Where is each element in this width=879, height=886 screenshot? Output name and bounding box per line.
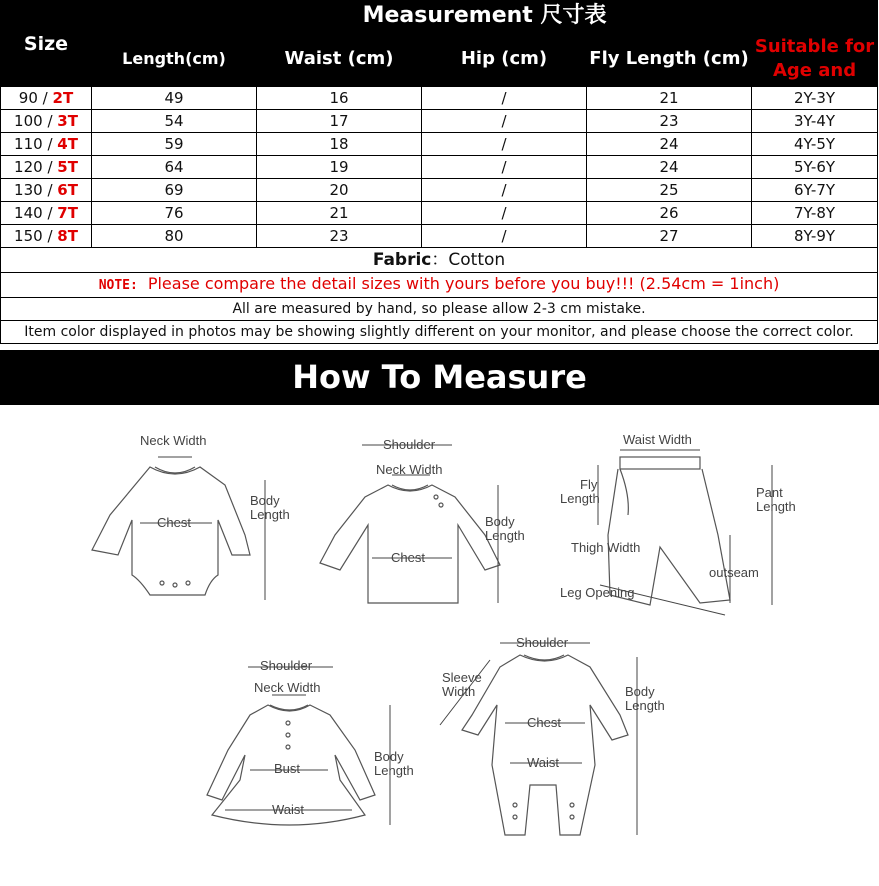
age-cell: 2Y-3Y: [752, 87, 878, 110]
age-cell: 8Y-9Y: [752, 225, 878, 248]
fabric-value: Cotton: [448, 250, 506, 270]
col-waist-header: Waist (cm): [257, 32, 422, 87]
table-row: [1, 110, 878, 133]
fly-cell: 27: [587, 225, 752, 248]
fabric-label: Fabric: [372, 250, 432, 270]
table-row: [1, 87, 878, 110]
size-cm: 150: [14, 227, 43, 245]
label-sleeve-1: Sleeve: [442, 670, 482, 685]
length-cell: 49: [92, 87, 257, 110]
table-row: [1, 179, 878, 202]
size-t: 4T: [57, 135, 78, 153]
age-cell: 6Y-7Y: [752, 179, 878, 202]
col-age-line1: Suitable for: [754, 36, 875, 57]
table-row: [1, 133, 878, 156]
hip-cell: /: [422, 225, 587, 248]
label-neck-width-3: Neck Width: [254, 680, 321, 695]
table-row: [1, 202, 878, 225]
romper-illustration: [462, 655, 628, 835]
waist-cell: 18: [257, 133, 422, 156]
measure-diagrams: [0, 405, 879, 886]
label-outseam: outseam: [709, 565, 759, 580]
size-cell: [1, 87, 92, 110]
column-header-row: [1, 32, 878, 87]
label-sleeve-2: Width: [442, 684, 476, 699]
label-leg-opening: Leg Opening: [560, 585, 635, 600]
fly-cell: 24: [587, 156, 752, 179]
fabric-sep: ：: [431, 250, 449, 270]
size-sep: /: [47, 181, 53, 199]
label-fly-2: Length: [560, 491, 600, 506]
fabric-cell: [1, 248, 878, 273]
length-cell: 80: [92, 225, 257, 248]
label-waist-2: Waist: [527, 755, 560, 770]
length-cell: 54: [92, 110, 257, 133]
size-cell: [1, 156, 92, 179]
size-cell: [1, 110, 92, 133]
shirt-illustration: [320, 485, 500, 603]
note-label: NOTE:: [98, 278, 138, 293]
fly-cell: 26: [587, 202, 752, 225]
label-shoulder-2: Shoulder: [260, 658, 313, 673]
fly-cell: 25: [587, 179, 752, 202]
waist-cell: 17: [257, 110, 422, 133]
label-body-length-7: Body: [625, 684, 655, 699]
label-pant-length-2: Length: [756, 499, 796, 514]
age-cell: 3Y-4Y: [752, 110, 878, 133]
label-body-length-8: Length: [625, 698, 665, 713]
hip-cell: /: [422, 202, 587, 225]
waist-cell: 20: [257, 179, 422, 202]
label-chest-3: Chest: [527, 715, 561, 730]
label-body-length-3: Body: [485, 514, 515, 529]
label-fly-1: Fly: [580, 477, 598, 492]
size-t: 8T: [57, 227, 78, 245]
waist-cell: 16: [257, 87, 422, 110]
waist-cell: 19: [257, 156, 422, 179]
size-cm: 130: [14, 181, 43, 199]
label-shoulder-3: Shoulder: [516, 635, 569, 650]
hip-cell: /: [422, 156, 587, 179]
size-cell: [1, 202, 92, 225]
size-sep: /: [47, 112, 53, 130]
fly-cell: 24: [587, 133, 752, 156]
hip-cell: /: [422, 179, 587, 202]
size-sep: /: [47, 135, 53, 153]
size-t: 6T: [57, 181, 78, 199]
note-text: Please compare the detail sizes with yours before you buy!!! (2.54cm = 1inch): [147, 274, 780, 293]
waist-cell: 21: [257, 202, 422, 225]
measure-lines: [140, 445, 772, 835]
size-t: 5T: [57, 158, 78, 176]
length-cell: 59: [92, 133, 257, 156]
label-body-length-2: Length: [250, 507, 290, 522]
measure-labels: [140, 432, 796, 817]
size-cm: 90: [18, 89, 38, 107]
col-length-header: Length(cm): [92, 32, 257, 87]
size-cm: 140: [14, 204, 43, 222]
hand-measure-note: All are measured by hand, so please allow 2-3 cm mistake.: [1, 298, 878, 321]
length-cell: 76: [92, 202, 257, 225]
size-header: Size: [1, 1, 92, 87]
label-body-length-4: Length: [485, 528, 525, 543]
size-cell: [1, 179, 92, 202]
label-body-length-5: Body: [374, 749, 404, 764]
label-bust: Bust: [274, 761, 301, 776]
label-chest-2: Chest: [391, 550, 425, 565]
col-hip-header: Hip (cm): [422, 32, 587, 87]
label-neck-width: Neck Width: [140, 433, 207, 448]
label-waist: Waist: [272, 802, 305, 817]
length-cell: 64: [92, 156, 257, 179]
note-row: [1, 273, 878, 298]
size-t: 3T: [57, 112, 78, 130]
size-sep: /: [42, 89, 48, 107]
size-sep: /: [47, 204, 53, 222]
info-row: [1, 321, 878, 344]
info-row: [1, 298, 878, 321]
how-to-measure-banner: How To Measure: [0, 350, 879, 405]
label-body-length-6: Length: [374, 763, 414, 778]
hip-cell: /: [422, 110, 587, 133]
table-title: Measurement 尺寸表: [92, 1, 878, 32]
age-cell: 4Y-5Y: [752, 133, 878, 156]
size-cm: 110: [14, 135, 43, 153]
label-waist-width: Waist Width: [623, 432, 692, 447]
color-note: Item color displayed in photos may be showing slightly different on your monitor, and please choose the correct color.: [1, 321, 878, 344]
size-sep: /: [47, 158, 53, 176]
note-cell: [1, 273, 878, 298]
hip-cell: /: [422, 133, 587, 156]
col-age-line2: Age and: [772, 60, 857, 81]
size-cm: 120: [14, 158, 43, 176]
label-body-length-1: Body: [250, 493, 280, 508]
size-cell: [1, 225, 92, 248]
table-title-row: [1, 1, 878, 32]
size-cell: [1, 133, 92, 156]
label-thigh-width: Thigh Width: [571, 540, 641, 555]
label-neck-width-2: Neck Width: [376, 462, 443, 477]
size-cm: 100: [14, 112, 43, 130]
table-row: [1, 156, 878, 179]
length-cell: 69: [92, 179, 257, 202]
size-t: 7T: [57, 204, 78, 222]
age-cell: 7Y-8Y: [752, 202, 878, 225]
size-sep: /: [47, 227, 53, 245]
garment-diagrams: [0, 405, 879, 886]
table-row: [1, 225, 878, 248]
col-age-header: [752, 32, 878, 87]
label-pant-length-1: Pant: [756, 485, 783, 500]
bodysuit-illustration: [92, 467, 250, 595]
col-fly-header: Fly Length (cm): [587, 32, 752, 87]
waist-cell: 23: [257, 225, 422, 248]
hip-cell: /: [422, 87, 587, 110]
label-shoulder: Shoulder: [383, 437, 436, 452]
size-t: 2T: [52, 89, 74, 107]
age-cell: 5Y-6Y: [752, 156, 878, 179]
fly-cell: 21: [587, 87, 752, 110]
fabric-row: [1, 248, 878, 273]
label-chest: Chest: [157, 515, 191, 530]
fly-cell: 23: [587, 110, 752, 133]
size-table: [0, 0, 878, 344]
pants-illustration: [608, 457, 730, 605]
